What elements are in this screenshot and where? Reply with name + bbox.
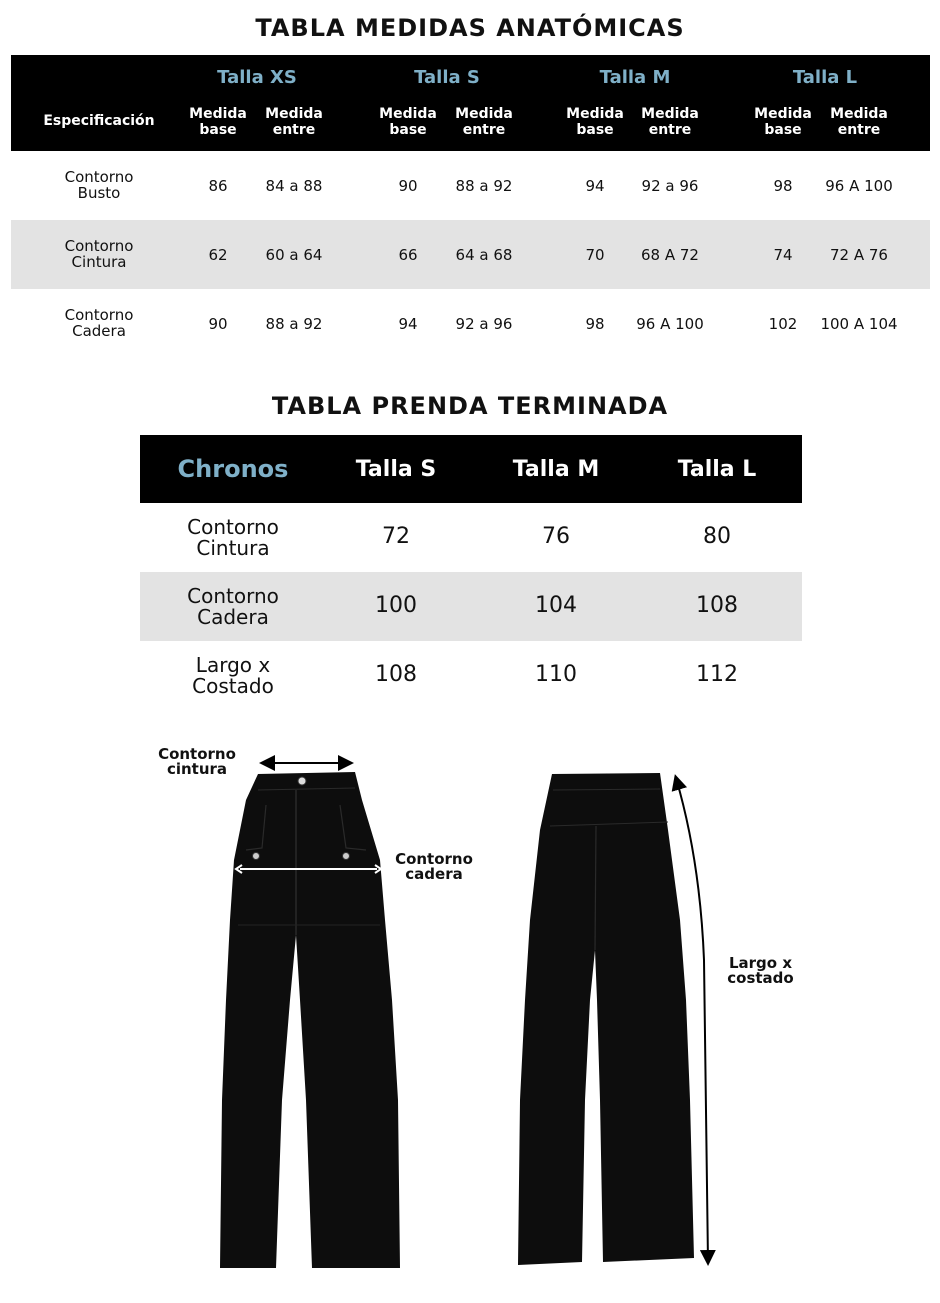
cell-value: 86	[208, 177, 228, 195]
cell-value: 96 A 100	[825, 177, 893, 195]
cell-value: 76	[542, 524, 570, 549]
cell-value: 84 a 88	[265, 177, 323, 195]
size-header-l: Talla L	[792, 67, 858, 88]
cell-value: 100	[375, 593, 417, 618]
cell-value: 100 A 104	[820, 315, 898, 333]
snap-icon	[343, 853, 350, 860]
waist-annotation: Contorno cintura	[158, 745, 236, 778]
cell-value: 96 A 100	[636, 315, 704, 333]
cell-value: 112	[696, 662, 738, 687]
size-header-m: Talla M	[512, 457, 600, 482]
button-icon	[298, 777, 306, 785]
cell-value: 72 A 76	[830, 246, 888, 264]
cell-value: 70	[585, 246, 605, 264]
cell-value: 72	[382, 524, 410, 549]
cell-value: 90	[398, 177, 418, 195]
snap-icon	[253, 853, 260, 860]
size-header-xs: Talla XS	[217, 67, 297, 88]
cell-value: 104	[535, 593, 577, 618]
sub-header-base: Medida base	[566, 106, 624, 138]
cell-value: 62	[208, 246, 228, 264]
cell-value: 92 a 96	[455, 315, 513, 333]
pants-back-view	[518, 773, 694, 1265]
anatomical-table-title: TABLA MEDIDAS ANATÓMICAS	[255, 14, 685, 42]
row-label: Contorno Cintura	[64, 237, 134, 271]
cell-value: 110	[535, 662, 577, 687]
cell-value: 74	[773, 246, 793, 264]
hip-annotation: Contorno cadera	[395, 850, 473, 883]
cell-value: 98	[585, 315, 605, 333]
cell-value: 68 A 72	[641, 246, 699, 264]
cell-value: 66	[398, 246, 418, 264]
row-label: Contorno Cadera	[64, 306, 134, 340]
size-header-l: Talla L	[677, 457, 757, 482]
cell-value: 80	[703, 524, 731, 549]
cell-value: 64 a 68	[455, 246, 513, 264]
cell-value: 88 a 92	[455, 177, 513, 195]
sub-header-range: Medida entre	[830, 106, 888, 138]
row-label: Contorno Cadera	[187, 584, 279, 629]
row-label: Contorno Cintura	[187, 515, 279, 560]
cell-value: 108	[696, 593, 738, 618]
cell-value: 60 a 64	[265, 246, 323, 264]
sub-header-base: Medida base	[379, 106, 437, 138]
row-label: Largo x Costado	[192, 653, 274, 698]
sub-header-range: Medida entre	[265, 106, 323, 138]
length-annotation: Largo x costado	[727, 954, 794, 987]
brand-name: Chronos	[177, 455, 289, 483]
cell-value: 92 a 96	[641, 177, 699, 195]
pants-front-view	[220, 772, 400, 1268]
sub-header-range: Medida entre	[455, 106, 513, 138]
size-header-s: Talla S	[355, 457, 437, 482]
cell-value: 108	[375, 662, 417, 687]
garment-table-title: TABLA PRENDA TERMINADA	[271, 392, 669, 420]
sub-header-range: Medida entre	[641, 106, 699, 138]
cell-value: 98	[773, 177, 793, 195]
cell-value: 90	[208, 315, 228, 333]
spec-header: Especificación	[43, 113, 155, 129]
sub-header-base: Medida base	[189, 106, 247, 138]
cell-value: 94	[398, 315, 418, 333]
sub-header-base: Medida base	[754, 106, 812, 138]
row-label: Contorno Busto	[64, 168, 134, 202]
cell-value: 88 a 92	[265, 315, 323, 333]
cell-value: 94	[585, 177, 605, 195]
cell-value: 102	[768, 315, 798, 333]
size-header-m: Talla M	[599, 67, 671, 88]
size-header-s: Talla S	[414, 67, 480, 88]
